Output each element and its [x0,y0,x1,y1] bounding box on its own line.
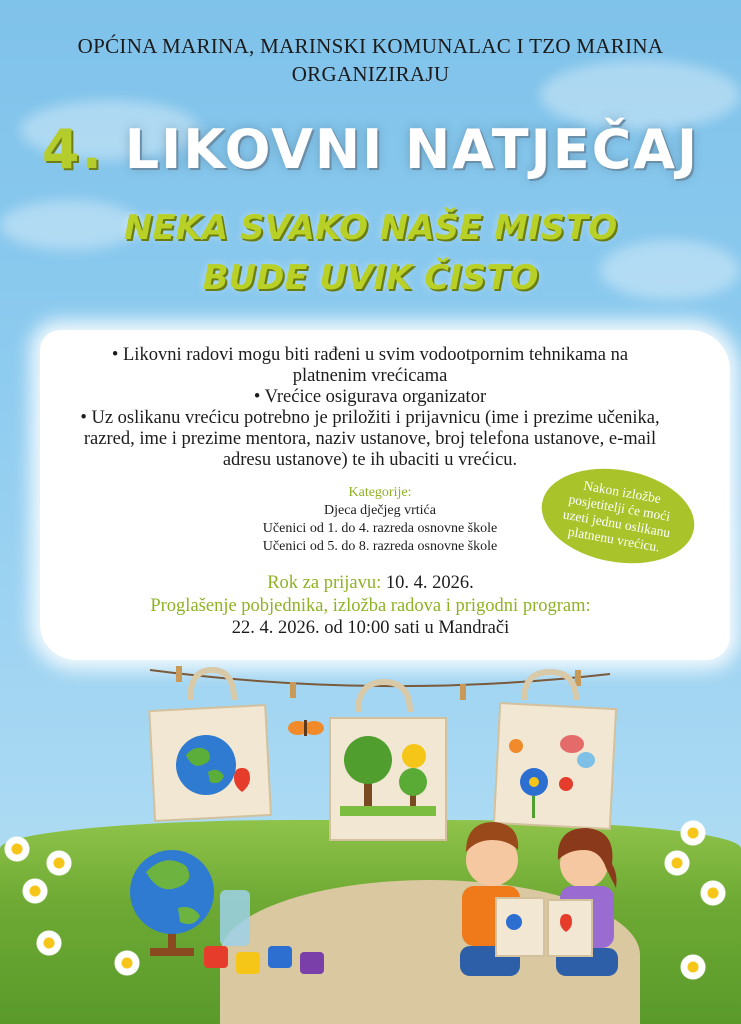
rules-list [40,345,700,471]
daisy-icon [664,850,690,876]
title-number: 4. [41,118,104,181]
daisy-icon [680,954,706,980]
organizers-line: OPĆINA MARINA, MARINSKI KOMUNALAC I TZO MARINA [77,34,664,58]
painted-bag-icon [496,898,592,956]
category-item: Djeca dječjeg vrtića [324,503,436,518]
organizers-line: ORGANIZIRAJU [291,62,450,86]
category-item: Učenici od 1. do 4. razreda osnovne škole [262,521,498,536]
daisy-icon [22,878,48,904]
globe-icon [130,850,214,956]
slogan-line: BUDE UVIK ČISTO [202,258,539,298]
deadline-label: Rok za prijavu: [267,573,382,593]
rule-text: • Vrećice osigurava organizator [253,387,487,407]
rule-text: platnenim vrećicama [292,366,448,386]
butterfly-icon [288,720,324,736]
deadline-date: 10. 4. 2026. [385,573,474,593]
tote-bag-trees-icon [330,682,446,840]
daisy-icon [680,820,706,846]
daisy-icon [36,930,62,956]
announcement-date: 22. 4. 2026. od 10:00 sati u Mandrači [231,618,510,638]
tote-bag-globe-icon [149,670,271,821]
categories-label: Kategorije: [348,485,412,500]
rule-text: razred, ime i prezime mentora, naziv ustanove, broj telefona ustanove, e-mail [83,429,657,449]
clothespin-icon [290,682,296,698]
rule-text: • Likovni radovi mogu biti rađeni u svim vodootpornim tehnikama na [111,345,629,365]
page-title [0,118,741,181]
rule-text: • Uz oslikanu vrećicu potrebno je priložiti i prijavnicu (ime i prezime učenika, [80,408,660,428]
title-text: LIKOVNI NATJEČAJ [124,118,700,181]
daisy-icon [700,880,726,906]
category-item: Učenici od 5. do 8. razreda osnovne škole [262,539,498,554]
announcement-label: Proglašenje pobjednika, izložba radova i prigodni program: [150,596,591,616]
rule-text: adresu ustanove) te ih ubaciti u vrećicu. [222,450,518,470]
deadline [0,573,741,594]
daisy-icon [4,836,30,862]
tote-bag-flowers-icon [494,672,616,829]
slogan-line: NEKA SVAKO NAŠE MISTO [123,208,618,248]
daisy-icon [46,850,72,876]
illustration [0,660,741,1024]
daisy-icon [114,950,140,976]
badge-text: Nakon izložbe posjetitelji će moći uzeti jednu oslikanu platnenu vrećicu. [561,477,672,555]
clothespin-icon [176,666,182,682]
paint-pots-icon [204,890,324,974]
clothespin-icon [460,684,466,700]
